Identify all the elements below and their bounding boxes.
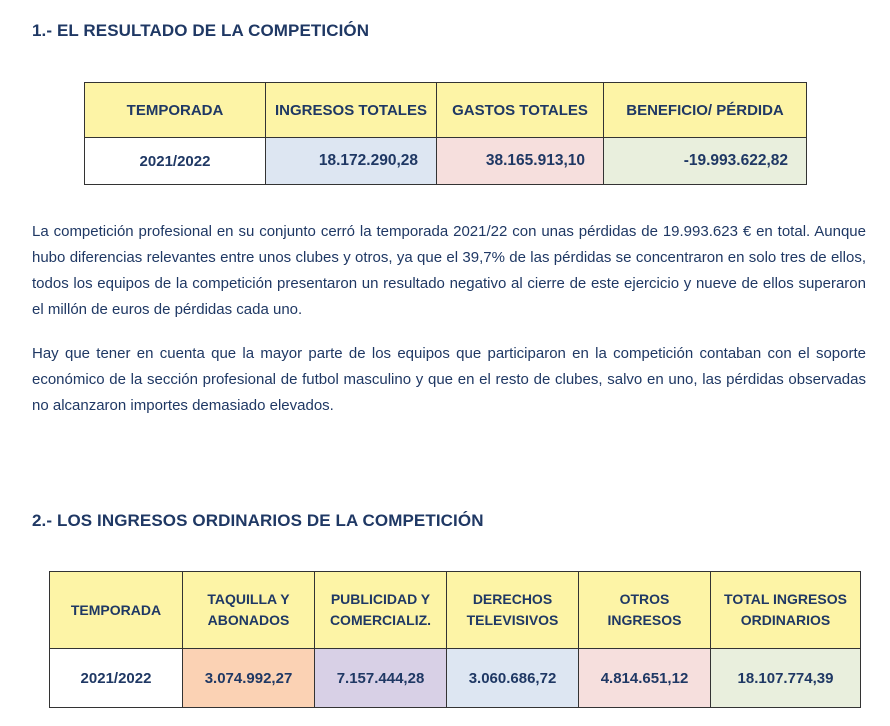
header-otros-ingresos: OTROS INGRESOS [579,572,711,649]
paragraph-2: Hay que tener en cuenta que la mayor parte de los equipos que participaron en la competición contaban con el soporte económico de la sección profesional de futbol masculino y que en el resto de clubes, salvo en uno, las pérdidas observadas no alcanzaron importes demasiado elevados. [32,345,866,414]
cell-taquilla-abonados: 3.074.992,27 [183,649,315,708]
ordinary-income-table [49,571,861,708]
cell-derechos-televisivos: 3.060.686,72 [447,649,579,708]
header-derechos-televisivos: DERECHOS TELEVISIVOS [447,572,579,649]
paragraph-1: La competición profesional en su conjunto cerró la temporada 2021/22 con unas pérdidas de 19.993.623 € en total. Aunque hubo diferencias relevantes entre unos clubes y otros, ya que el 39,7% de las pérdidas se concentraron en solo tres de ellos, todos los equipos de la competición presentaron un resultado negativo al cierre de este ejercicio y nueve de ellos superaron el millón de euros de pérdidas cada uno. [32,223,866,318]
cell-gastos-totales: 38.165.913,10 [437,138,604,185]
header-taquilla-abonados: TAQUILLA Y ABONADOS [183,572,315,649]
cell-publicidad-comercializ: 7.157.444,28 [315,649,447,708]
header-temporada: TEMPORADA [50,572,183,649]
table-header-row [85,83,807,138]
table-row [50,649,861,708]
header-temporada: TEMPORADA [85,83,266,138]
header-publicidad-comercializ: PUBLICIDAD Y COMERCIALIZ. [315,572,447,649]
cell-otros-ingresos: 4.814.651,12 [579,649,711,708]
cell-beneficio-perdida: -19.993.622,82 [604,138,807,185]
header-gastos-totales: GASTOS TOTALES [437,83,604,138]
header-total-ingresos-ordinarios: TOTAL INGRESOS ORDINARIOS [711,572,861,649]
cell-temporada: 2021/2022 [50,649,183,708]
section-1-title: 1.- EL RESULTADO DE LA COMPETICIÓN [32,21,370,40]
header-beneficio-perdida: BENEFICIO/ PÉRDIDA [604,83,807,138]
header-ingresos-totales: INGRESOS TOTALES [266,83,437,138]
cell-temporada: 2021/2022 [85,138,266,185]
table-header-row [50,572,861,649]
result-table [84,82,807,185]
cell-total-ingresos-ordinarios: 18.107.774,39 [711,649,861,708]
table-row [85,138,807,185]
section-2-title: 2.- LOS INGRESOS ORDINARIOS DE LA COMPETICIÓN [32,511,484,530]
cell-ingresos-totales: 18.172.290,28 [266,138,437,185]
